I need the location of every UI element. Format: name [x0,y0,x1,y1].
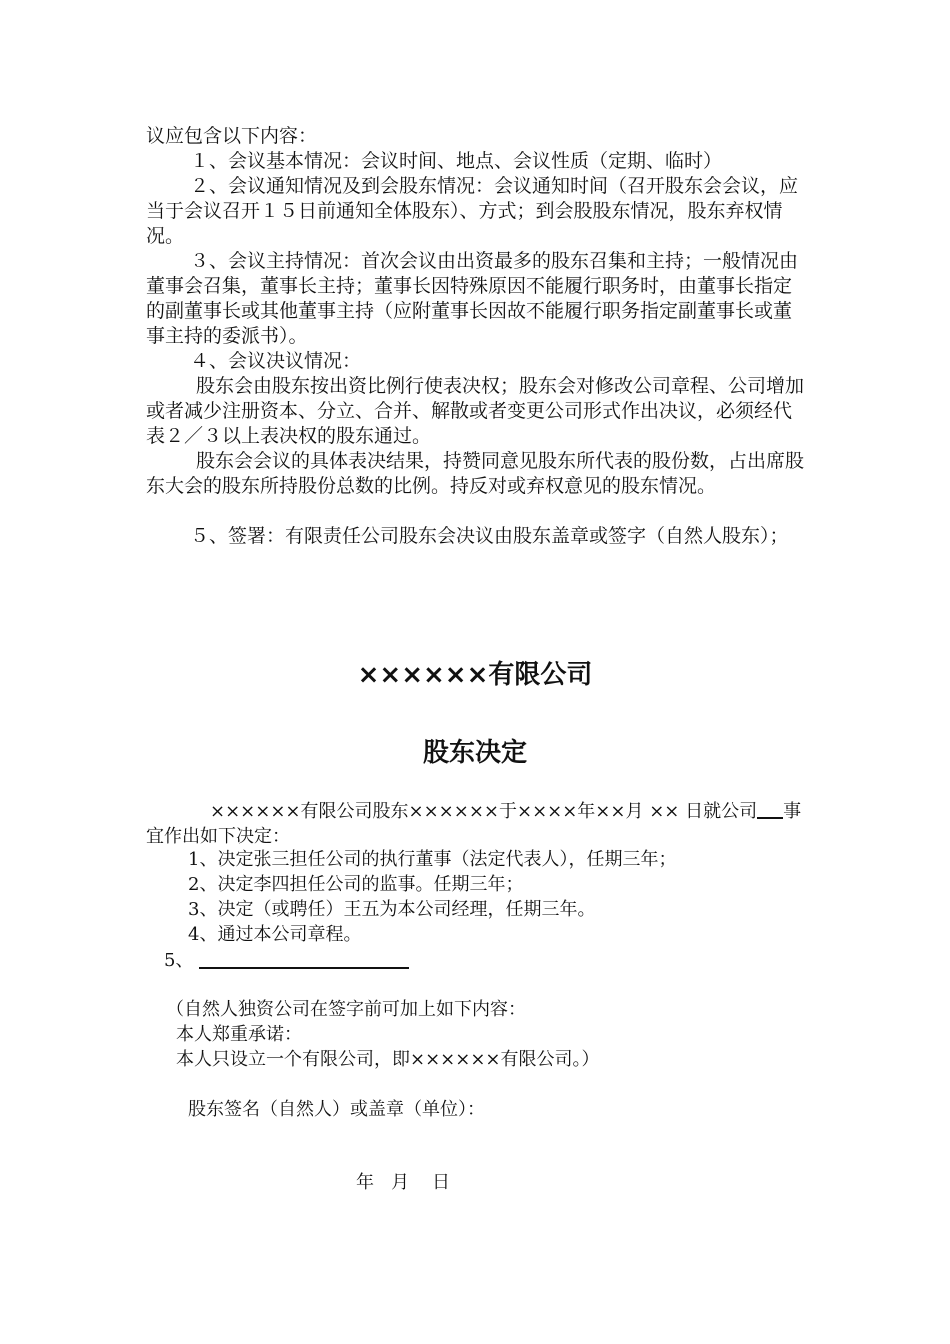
document-title: 股东决定 [422,738,527,768]
note-line-2: 本人郑重承诺： [176,1024,302,1045]
guide-item-3: ３、会议主持情况：首次会议由出资最多的股东召集和主持；一般情况由董事会召集，董事长主持；董事长因特殊原因不能履行职务时，由董事长指定的副董事长或其他董事主持（应附董事长因故不能履行职务指定副董事长或董事主持的委派书）。 [146,250,799,347]
matter-blank [757,799,783,819]
decision-item-3: 3、决定（或聘任）王五为本公司经理，任期三年。 [188,899,596,920]
decision-item-2: 2、决定李四担任公司的监事。任期三年； [188,874,524,895]
decision-opening-text-2: 事宜作出如下决定： [146,801,802,847]
item-5-blank [199,949,409,969]
note-line-3: 本人只设立一个有限公司，即××××××有限公司。） [176,1049,600,1070]
decision-opening [146,799,808,849]
decision-item-5-label: 5、 [164,950,194,971]
decision-item-1: 1、决定张三担任公司的执行董事（法定代表人），任期三年； [188,849,677,870]
guide-paragraph-results: 股东会会议的具体表决结果，持赞同意见股东所代表的股份数，占出席股东大会的股东所持股份总数的比例。持反对或弃权意见的股东情况。 [146,450,805,497]
guide-item-4: ４、会议决议情况： [190,350,362,372]
guide-item-5: ５、签署：有限责任公司股东会决议由股东盖章或签字（自然人股东）； [190,525,789,547]
company-title: ××××××有限公司 [357,660,593,690]
date-label: 年 月 日 [356,1172,451,1193]
decision-item-5 [164,948,409,973]
decision-item-4: 4、通过本公司章程。 [188,924,362,945]
guide-item-2: ２、会议通知情况及到会股东情况：会议通知时间（召开股东会会议，应当于会议召开１５日前通知全体股东）、方式；到会股股东情况，股东弃权情况。 [146,175,799,247]
guide-item-1: １、会议基本情况：会议时间、地点、会议性质（定期、临时） [190,150,723,172]
guide-intro: 议应包含以下内容： [146,125,318,147]
signature-label: 股东签名（自然人）或盖章（单位）： [188,1099,485,1120]
note-line-1: （自然人独资公司在签字前可加上如下内容： [166,999,526,1020]
guide-paragraph-voting: 股东会由股东按出资比例行使表决权；股东会对修改公司章程、公司增加或者减少注册资本、分立、合并、解散或者变更公司形式作出决议，必须经代表２／３以上表决权的股东通过。 [146,375,805,447]
decision-opening-text-1: ××××××有限公司股东××××××于××××年××月 ×× 日就公司 [210,801,758,822]
